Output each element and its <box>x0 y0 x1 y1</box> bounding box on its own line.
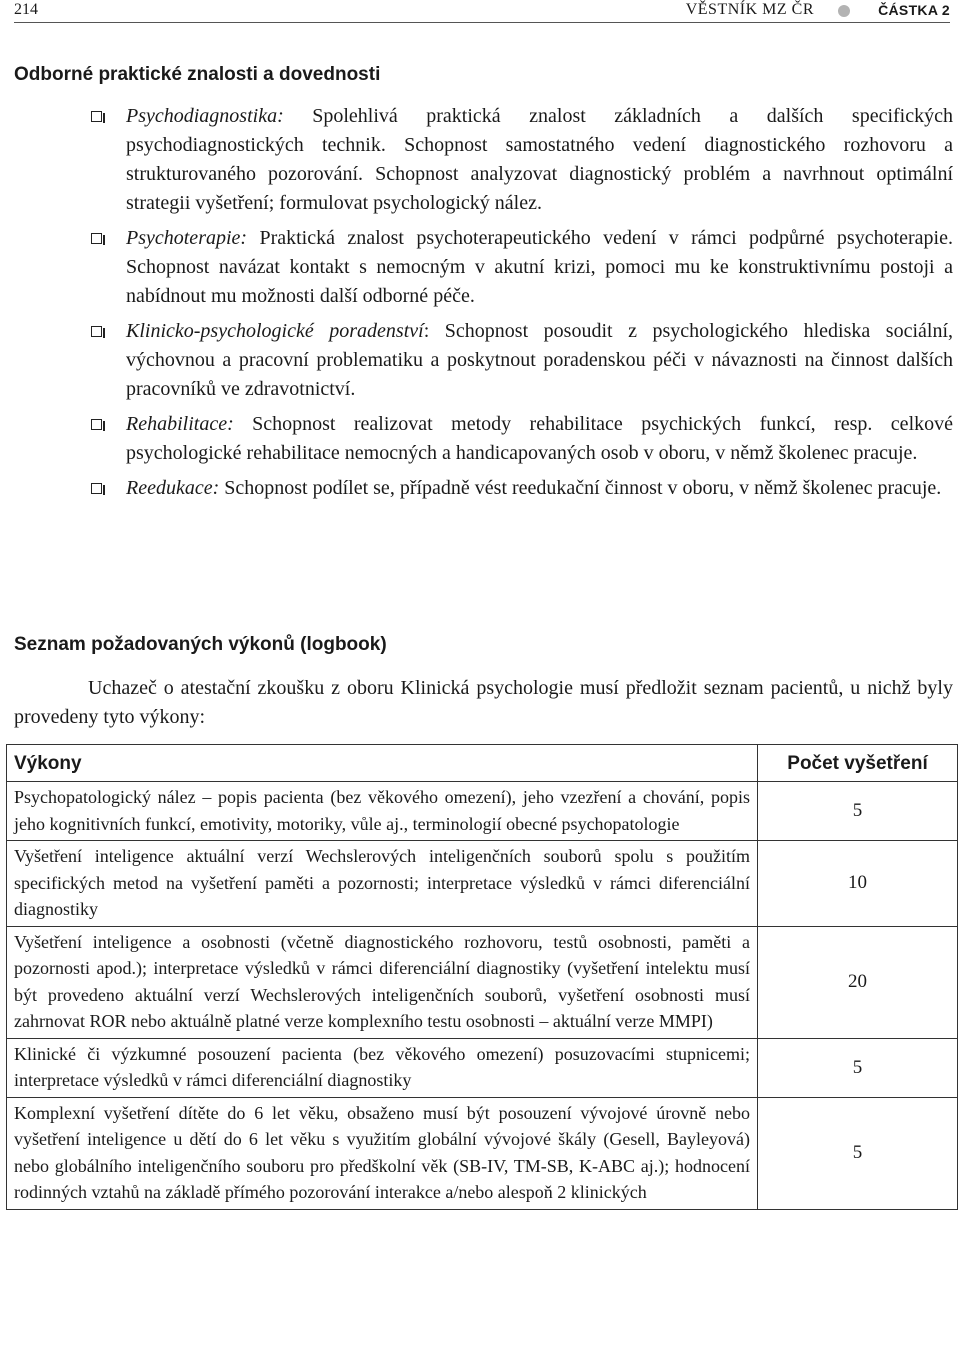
item-text: Schopnost realizovat metody rehabilitace psychických funkcí, resp. celkové psychologické rehabilitace nemocných a handicapovaných osob v oboru, v němž školenec pracuje. <box>126 413 953 464</box>
checkbox-bullet-icon <box>91 326 102 337</box>
item-term: Reedukace: <box>126 477 220 499</box>
page-header <box>14 0 950 23</box>
performance-description: Klinické či výzkumné posouzení pacienta (bez věkového omezení) posuzovacími stupnicemi; interpretace výsledků v rámci diferenciální diagnostiky <box>7 1038 758 1097</box>
page-number: 214 <box>14 1 38 18</box>
item-term: Rehabilitace: <box>126 413 234 435</box>
item-text: Praktická znalost psychoterapeutického vedení v rámci podpůrné psychoterapie. Schopnost navázat kontakt s nemocným v akutní krizi, pomoci mu ke konstruktivnímu postoji a nabídnout mu možnosti další odborné péče. <box>126 227 953 307</box>
checkbox-bullet-icon <box>91 233 102 244</box>
section-title-skills: Odborné praktické znalosti a dovednosti <box>14 64 381 85</box>
item-term: Psychodiagnostika: <box>126 105 284 127</box>
list-item <box>0 410 960 468</box>
item-text: Schopnost podílet se, případně vést reedukační činnost v oboru, v němž školenec pracuje. <box>219 477 942 499</box>
performance-description: Vyšetření inteligence a osobnosti (včetně diagnostického rozhovoru, testů osobnosti, paměti a pozornosti apod.); interpretace výsledků v rámci diferenciální diagnostiky (vyšetření intelektu musí být provedeno aktuální verzí Wechslerových inteligenčních souborů, vyšetření osobnosti musí zahrnovat ROR nebo aktuálně platné verze komplexního testu osobnosti – aktuální verze MMPI) <box>7 926 758 1038</box>
checkbox-bullet-icon <box>91 419 102 430</box>
list-item <box>0 102 960 218</box>
item-text: : Schopnost posoudit z psychologického hlediska sociální, výchovnou a pracovní problematiku a poskytnout poradenskou péči v návaznosti na činnost dalších pracovníků ve zdravotnictví. <box>126 320 953 400</box>
item-term: Klinicko-psychologické poradenství <box>126 320 424 342</box>
skills-list <box>0 102 960 509</box>
list-item <box>0 317 960 404</box>
examination-count: 20 <box>758 926 958 1038</box>
list-item <box>0 474 960 503</box>
checkbox-bullet-icon <box>91 483 102 494</box>
table-row <box>7 1038 958 1097</box>
checkbox-bullet-icon <box>91 111 102 122</box>
examination-count: 10 <box>758 841 958 927</box>
table-row <box>7 782 958 841</box>
performance-table <box>6 744 958 1210</box>
list-item <box>0 224 960 311</box>
examination-count: 5 <box>758 1038 958 1097</box>
performance-description: Psychopatologický nález – popis pacienta (bez věkového omezení), jeho vzezření a chování, popis jeho kognitivních funkcí, emotivity, motoriky, vůle aj., terminologií obecné psychopatologie <box>7 782 758 841</box>
section-title-logbook: Seznam požadovaných výkonů (logbook) <box>14 634 387 655</box>
logbook-intro: Uchazeč o atestační zkoušku z oboru Klinická psychologie musí předložit seznam pacientů, u nichž byly provedeny tyto výkony: <box>14 677 953 728</box>
journal-name: VĚSTNÍK MZ ČR <box>685 1 814 18</box>
table-row <box>7 841 958 927</box>
performance-description: Vyšetření inteligence aktuální verzí Wechslerových inteligenčních souborů spolu s použitím specifických metod na vyšetření paměti a pozornosti; interpretace výsledků v rámci diferenciální diagnostiky <box>7 841 758 927</box>
performance-description: Komplexní vyšetření dítěte do 6 let věku, obsaženo musí být posouzení vývojové úrovně nebo vyšetření inteligence u dětí do 6 let věku s využitím globální vývojové škály (Gesell, Bayleyová) nebo globálního inteligenčního souboru pro předškolní věk (SB-IV, TM-SB, K-ABC aj.); hodnocení rodinných vztahů na základě přímého pozorování interakce a/nebo alespoň 2 klinických <box>7 1097 758 1209</box>
table-header-row <box>7 745 958 782</box>
column-header-performance: Výkony <box>7 745 758 782</box>
separator-dot-icon <box>838 5 850 17</box>
examination-count: 5 <box>758 782 958 841</box>
table-row <box>7 926 958 1038</box>
table-row <box>7 1097 958 1209</box>
column-header-count: Počet vyšetření <box>758 745 958 782</box>
issue-part: ČÁSTKA 2 <box>878 2 950 18</box>
item-term: Psychoterapie: <box>126 227 248 249</box>
item-text: Spolehlivá praktická znalost základních a dalších specifických psychodiagnostických technik. Schopnost samostatného vedení diagnostického rozhovoru a strukturovaného pozorování. Schopnost analyzovat diagnostický problém a navrhnout optimální strategii vyšetření; formulovat psychologický nález. <box>126 105 953 214</box>
examination-count: 5 <box>758 1097 958 1209</box>
